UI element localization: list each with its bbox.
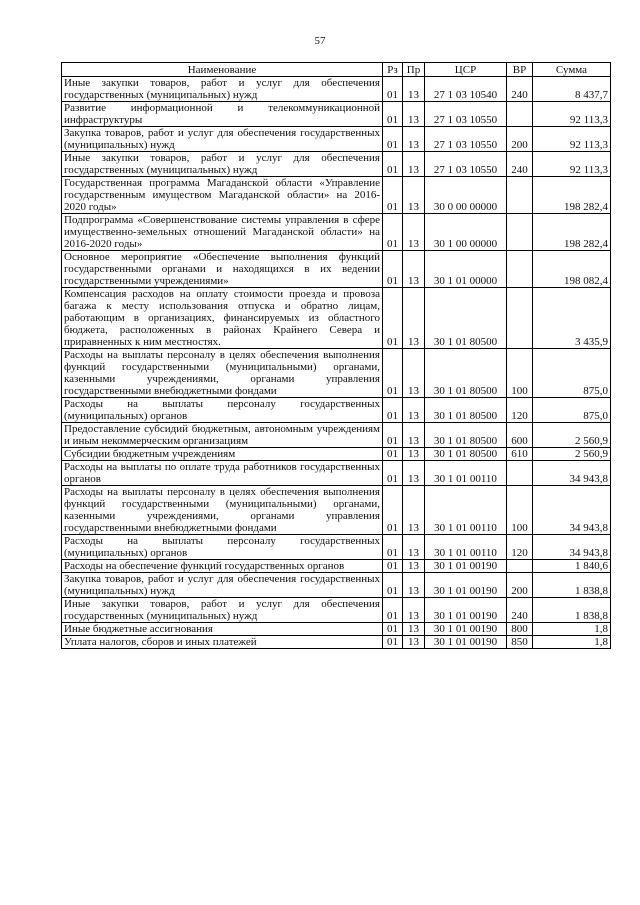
cell-name: Уплата налогов, сборов и иных платежей — [62, 636, 383, 649]
cell-sum: 875,0 — [533, 398, 611, 423]
cell-pr: 13 — [403, 177, 425, 214]
cell-name: Компенсация расходов на оплату стоимости проезда и провоза багажа к месту использования отпуска и обратно лицам, работающим в организациях, финансируемых из областного бюджета, расположенных в районах Крайнего Севера и приравненных к ним местностях. — [62, 288, 383, 349]
cell-vr: 100 — [507, 486, 533, 535]
table-row — [62, 573, 611, 598]
cell-vr: 100 — [507, 349, 533, 398]
cell-vr: 240 — [507, 152, 533, 177]
cell-rz: 01 — [383, 448, 403, 461]
cell-vr: 120 — [507, 535, 533, 560]
cell-csr: 30 1 01 00190 — [425, 623, 507, 636]
cell-sum: 92 113,3 — [533, 152, 611, 177]
cell-name: Субсидии бюджетным учреждениям — [62, 448, 383, 461]
cell-sum: 34 943,8 — [533, 535, 611, 560]
cell-name: Иные закупки товаров, работ и услуг для обеспечения государственных (муниципальных) нужд — [62, 598, 383, 623]
cell-name: Предоставление субсидий бюджетным, автономным учреждениям и иным некоммерческим организациям — [62, 423, 383, 448]
cell-vr: 120 — [507, 398, 533, 423]
cell-sum: 2 560,9 — [533, 423, 611, 448]
cell-csr: 30 1 01 00190 — [425, 560, 507, 573]
cell-rz: 01 — [383, 486, 403, 535]
header-pr: Пр — [403, 63, 425, 77]
cell-name: Иные закупки товаров, работ и услуг для обеспечения государственных (муниципальных) нужд — [62, 152, 383, 177]
cell-rz: 01 — [383, 102, 403, 127]
table-row — [62, 448, 611, 461]
cell-rz: 01 — [383, 288, 403, 349]
cell-pr: 13 — [403, 77, 425, 102]
cell-csr: 30 1 01 00000 — [425, 251, 507, 288]
table-row — [62, 152, 611, 177]
cell-vr: 800 — [507, 623, 533, 636]
cell-name: Подпрограмма «Совершенствование системы управления в сфере имущественно-земельных отношений Магаданской области» на 2016-2020 годы» — [62, 214, 383, 251]
cell-csr: 27 1 03 10550 — [425, 127, 507, 152]
cell-pr: 13 — [403, 127, 425, 152]
cell-sum: 875,0 — [533, 349, 611, 398]
cell-vr: 850 — [507, 636, 533, 649]
cell-name: Основное мероприятие «Обеспечение выполнения функций государственными органами и находящихся в их ведении государственными учреждениями» — [62, 251, 383, 288]
cell-rz: 01 — [383, 573, 403, 598]
table-row — [62, 77, 611, 102]
cell-vr: 240 — [507, 77, 533, 102]
cell-pr: 13 — [403, 461, 425, 486]
cell-pr: 13 — [403, 288, 425, 349]
cell-name: Закупка товаров, работ и услуг для обеспечения государственных (муниципальных) нужд — [62, 573, 383, 598]
cell-vr — [507, 251, 533, 288]
cell-sum: 3 435,9 — [533, 288, 611, 349]
cell-name: Расходы на обеспечение функций государственных органов — [62, 560, 383, 573]
cell-rz: 01 — [383, 398, 403, 423]
table-header-row — [62, 63, 611, 77]
header-name: Наименование — [62, 63, 383, 77]
cell-pr: 13 — [403, 573, 425, 598]
table-row — [62, 102, 611, 127]
table-row — [62, 623, 611, 636]
cell-pr: 13 — [403, 535, 425, 560]
cell-sum: 92 113,3 — [533, 102, 611, 127]
cell-sum: 1 840,6 — [533, 560, 611, 573]
cell-csr: 30 1 01 00110 — [425, 461, 507, 486]
cell-pr: 13 — [403, 423, 425, 448]
cell-name: Иные закупки товаров, работ и услуг для обеспечения государственных (муниципальных) нужд — [62, 77, 383, 102]
cell-sum: 198 082,4 — [533, 251, 611, 288]
table-row — [62, 535, 611, 560]
cell-rz: 01 — [383, 623, 403, 636]
cell-csr: 27 1 03 10550 — [425, 102, 507, 127]
cell-rz: 01 — [383, 535, 403, 560]
cell-vr — [507, 214, 533, 251]
table-row — [62, 214, 611, 251]
cell-pr: 13 — [403, 448, 425, 461]
cell-pr: 13 — [403, 486, 425, 535]
cell-name: Расходы на выплаты персоналу государственных (муниципальных) органов — [62, 535, 383, 560]
cell-sum: 92 113,3 — [533, 127, 611, 152]
cell-sum: 1,8 — [533, 623, 611, 636]
cell-sum: 198 282,4 — [533, 214, 611, 251]
table-row — [62, 486, 611, 535]
table-body — [62, 77, 611, 649]
cell-vr: 600 — [507, 423, 533, 448]
cell-pr: 13 — [403, 560, 425, 573]
table-row — [62, 636, 611, 649]
cell-csr: 30 1 01 00110 — [425, 486, 507, 535]
cell-name: Развитие информационной и телекоммуникационной инфраструктуры — [62, 102, 383, 127]
cell-name: Расходы на выплаты персоналу в целях обеспечения выполнения функций государственными (муниципальными) органами, казенными учреждениями, органами управления государственными внебюджетными фондами — [62, 486, 383, 535]
cell-pr: 13 — [403, 214, 425, 251]
cell-pr: 13 — [403, 598, 425, 623]
cell-rz: 01 — [383, 177, 403, 214]
table-row — [62, 423, 611, 448]
table-row — [62, 560, 611, 573]
cell-name: Расходы на выплаты по оплате труда работников государственных органов — [62, 461, 383, 486]
cell-rz: 01 — [383, 127, 403, 152]
cell-vr — [507, 560, 533, 573]
header-csr: ЦСР — [425, 63, 507, 77]
cell-vr: 610 — [507, 448, 533, 461]
cell-sum: 1,8 — [533, 636, 611, 649]
cell-rz: 01 — [383, 461, 403, 486]
cell-pr: 13 — [403, 398, 425, 423]
cell-sum: 1 838,8 — [533, 573, 611, 598]
page-number: 57 — [314, 35, 326, 47]
cell-csr: 30 1 01 80500 — [425, 423, 507, 448]
table-row — [62, 288, 611, 349]
cell-csr: 30 1 01 80500 — [425, 398, 507, 423]
cell-name: Иные бюджетные ассигнования — [62, 623, 383, 636]
cell-rz: 01 — [383, 423, 403, 448]
table-row — [62, 349, 611, 398]
table-row — [62, 127, 611, 152]
cell-vr: 200 — [507, 573, 533, 598]
cell-pr: 13 — [403, 251, 425, 288]
cell-rz: 01 — [383, 251, 403, 288]
header-rz: Рз — [383, 63, 403, 77]
table-row — [62, 251, 611, 288]
cell-csr: 30 1 01 00110 — [425, 535, 507, 560]
cell-rz: 01 — [383, 77, 403, 102]
cell-rz: 01 — [383, 349, 403, 398]
cell-csr: 27 1 03 10540 — [425, 77, 507, 102]
cell-sum: 1 838,8 — [533, 598, 611, 623]
cell-pr: 13 — [403, 102, 425, 127]
cell-rz: 01 — [383, 214, 403, 251]
cell-rz: 01 — [383, 152, 403, 177]
header-sum: Сумма — [533, 63, 611, 77]
cell-csr: 30 1 00 00000 — [425, 214, 507, 251]
cell-sum: 8 437,7 — [533, 77, 611, 102]
cell-pr: 13 — [403, 349, 425, 398]
cell-sum: 34 943,8 — [533, 486, 611, 535]
cell-csr: 30 1 01 00190 — [425, 573, 507, 598]
cell-csr: 30 1 01 80500 — [425, 448, 507, 461]
cell-name: Расходы на выплаты персоналу в целях обеспечения выполнения функций государственными (муниципальными) органами, казенными учреждениями, органами управления государственными внебюджетными фондами — [62, 349, 383, 398]
cell-csr: 30 1 01 00190 — [425, 598, 507, 623]
cell-csr: 30 0 00 00000 — [425, 177, 507, 214]
cell-name: Государственная программа Магаданской области «Управление государственным имуществом Магаданской области» на 2016-2020 годы» — [62, 177, 383, 214]
cell-rz: 01 — [383, 598, 403, 623]
cell-csr: 30 1 01 00190 — [425, 636, 507, 649]
cell-sum: 2 560,9 — [533, 448, 611, 461]
budget-table — [61, 62, 611, 649]
cell-rz: 01 — [383, 636, 403, 649]
table-row — [62, 598, 611, 623]
table-row — [62, 461, 611, 486]
table-row — [62, 177, 611, 214]
cell-pr: 13 — [403, 623, 425, 636]
cell-sum: 198 282,4 — [533, 177, 611, 214]
table-row — [62, 398, 611, 423]
cell-name: Закупка товаров, работ и услуг для обеспечения государственных (муниципальных) нужд — [62, 127, 383, 152]
cell-vr: 200 — [507, 127, 533, 152]
cell-pr: 13 — [403, 636, 425, 649]
cell-rz: 01 — [383, 560, 403, 573]
cell-csr: 30 1 01 80500 — [425, 288, 507, 349]
cell-name: Расходы на выплаты персоналу государственных (муниципальных) органов — [62, 398, 383, 423]
cell-vr — [507, 461, 533, 486]
cell-vr — [507, 177, 533, 214]
cell-sum: 34 943,8 — [533, 461, 611, 486]
cell-pr: 13 — [403, 152, 425, 177]
cell-csr: 30 1 01 80500 — [425, 349, 507, 398]
header-vr: ВР — [507, 63, 533, 77]
cell-csr: 27 1 03 10550 — [425, 152, 507, 177]
cell-vr: 240 — [507, 598, 533, 623]
cell-vr — [507, 288, 533, 349]
cell-vr — [507, 102, 533, 127]
